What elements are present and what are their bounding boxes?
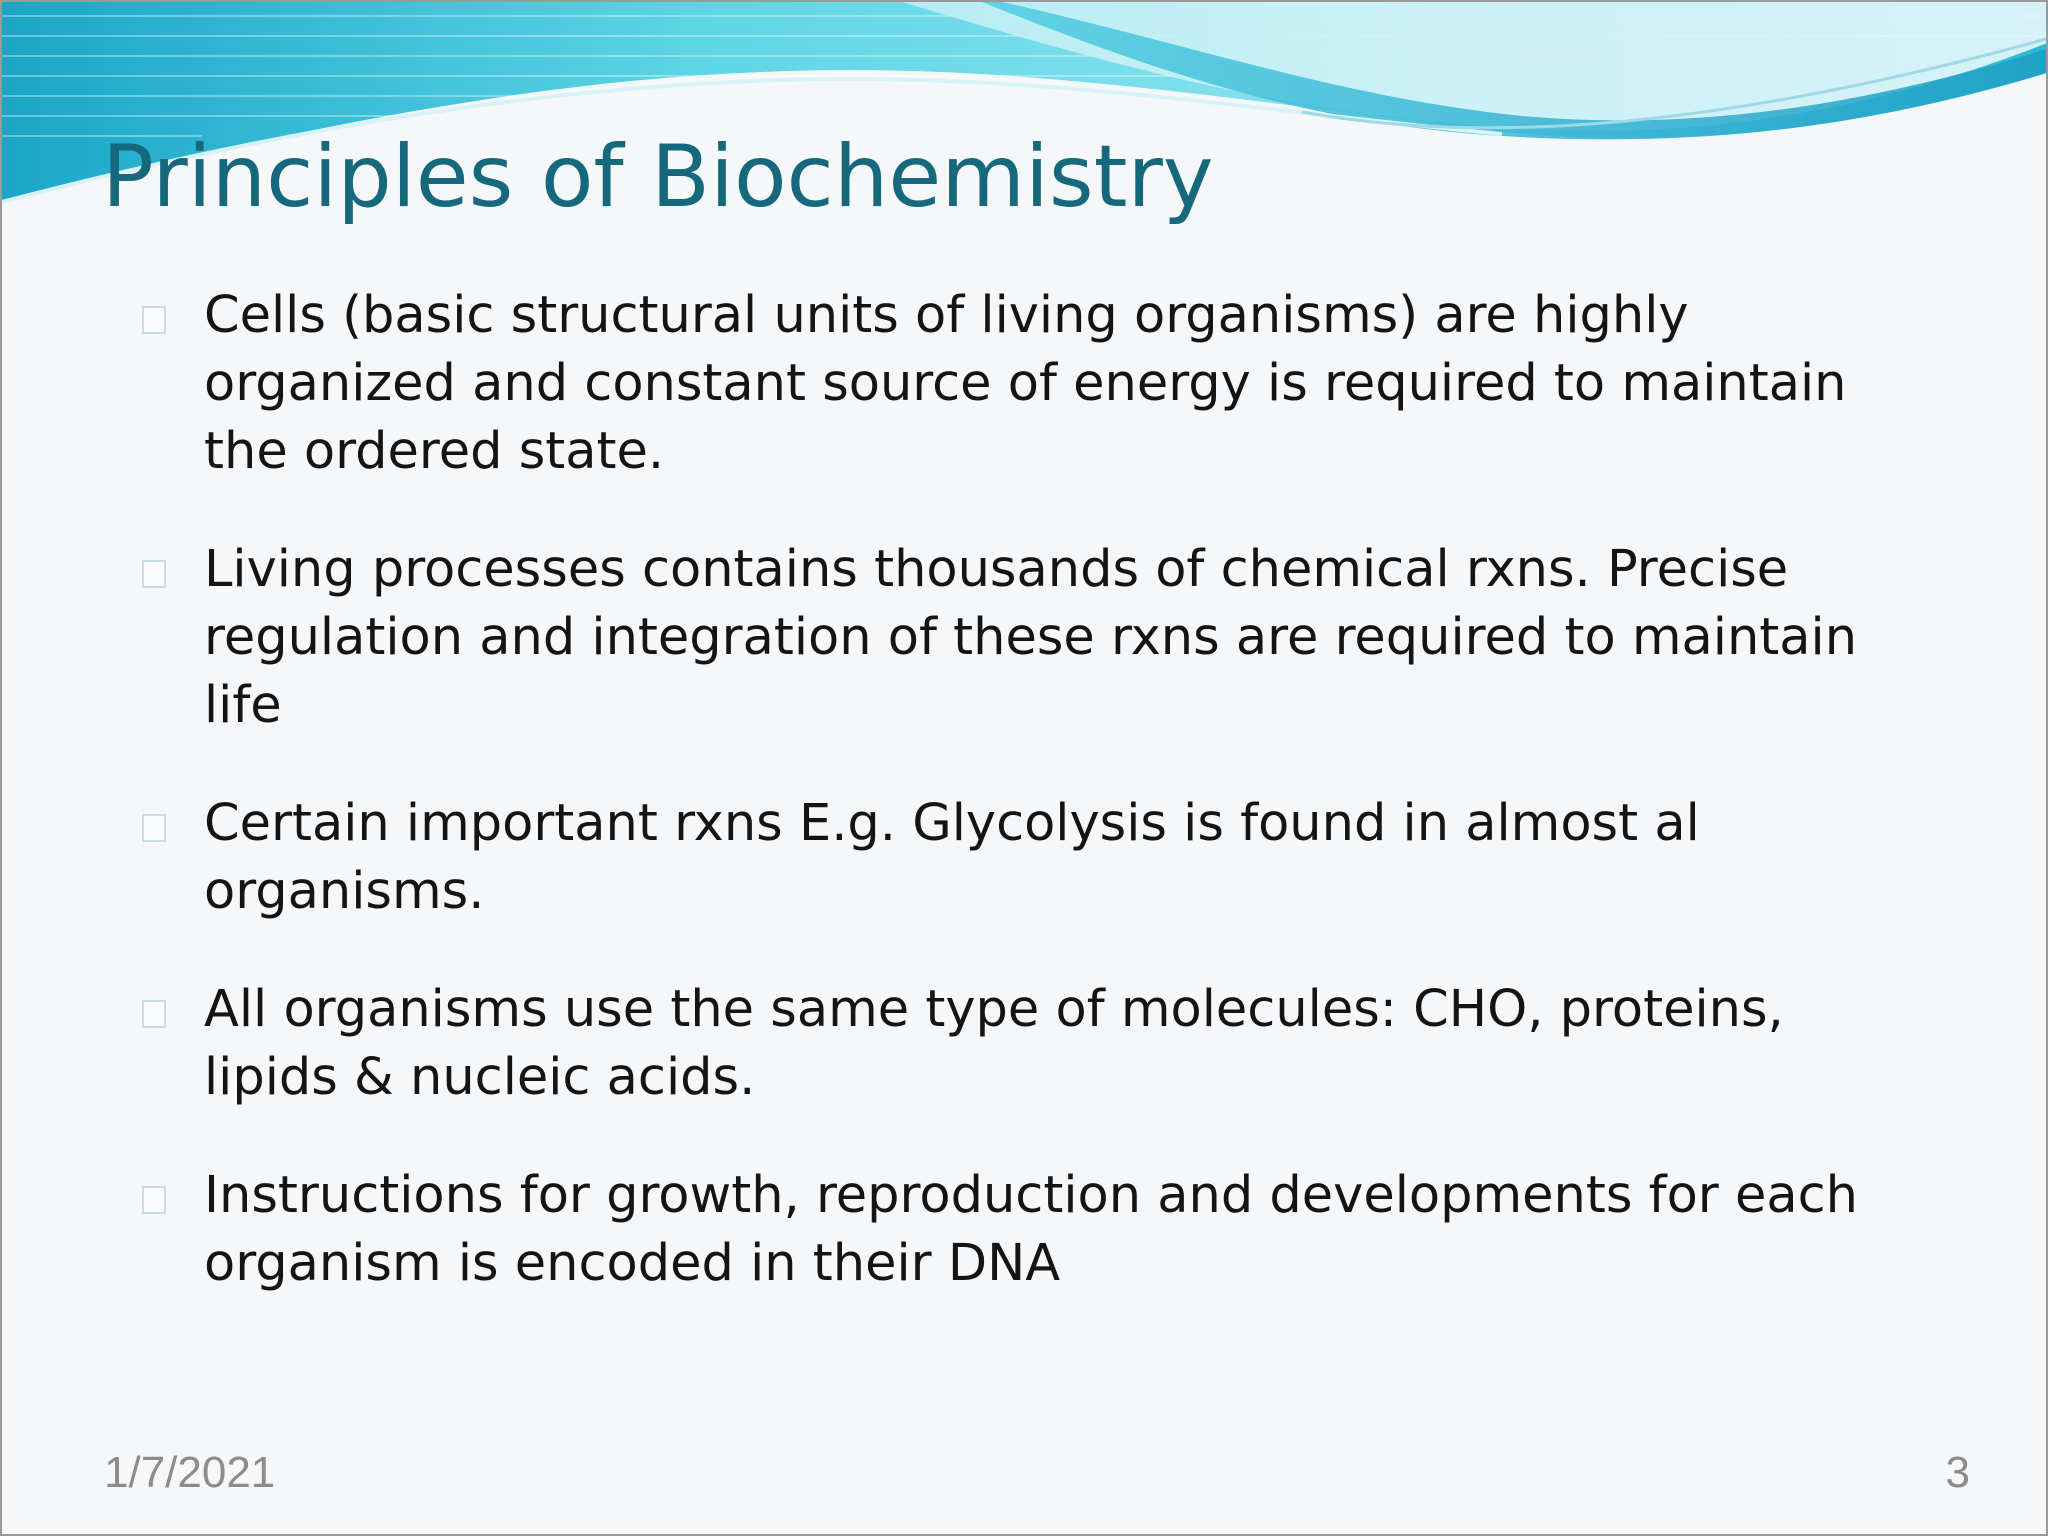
footer-date: 1/7/2021 — [104, 1448, 276, 1497]
hollow-square-bullet-icon — [142, 560, 166, 588]
hollow-square-bullet-icon — [142, 1186, 166, 1214]
bullet-item — [142, 536, 1932, 740]
bullet-text: Instructions for growth, reproduction and developments for each organism is encoded in their DNA — [204, 1166, 1858, 1293]
bullet-text: Certain important rxns E.g. Glycolysis is found in almost al organisms. — [204, 794, 1700, 921]
hollow-square-bullet-icon — [142, 1000, 166, 1028]
bullet-text: All organisms use the same type of molecules: CHO, proteins, lipids & nucleic acids. — [204, 980, 1784, 1107]
hollow-square-bullet-icon — [142, 306, 166, 334]
bullet-text: Living processes contains thousands of chemical rxns. Precise regulation and integration of these rxns are required to maintain life — [204, 540, 1858, 735]
hollow-square-bullet-icon — [142, 814, 166, 842]
slide-title: Principles of Biochemistry — [102, 127, 1214, 227]
bullet-item — [142, 790, 1932, 926]
slide-number: 3 — [1945, 1448, 1970, 1497]
bullet-item — [142, 1162, 1932, 1298]
bullet-item — [142, 282, 1932, 486]
bullet-list — [142, 282, 1932, 1348]
bullet-text: Cells (basic structural units of living organisms) are highly organized and constant source of energy is required to maintain the ordered state. — [204, 286, 1847, 481]
bullet-item — [142, 976, 1932, 1112]
